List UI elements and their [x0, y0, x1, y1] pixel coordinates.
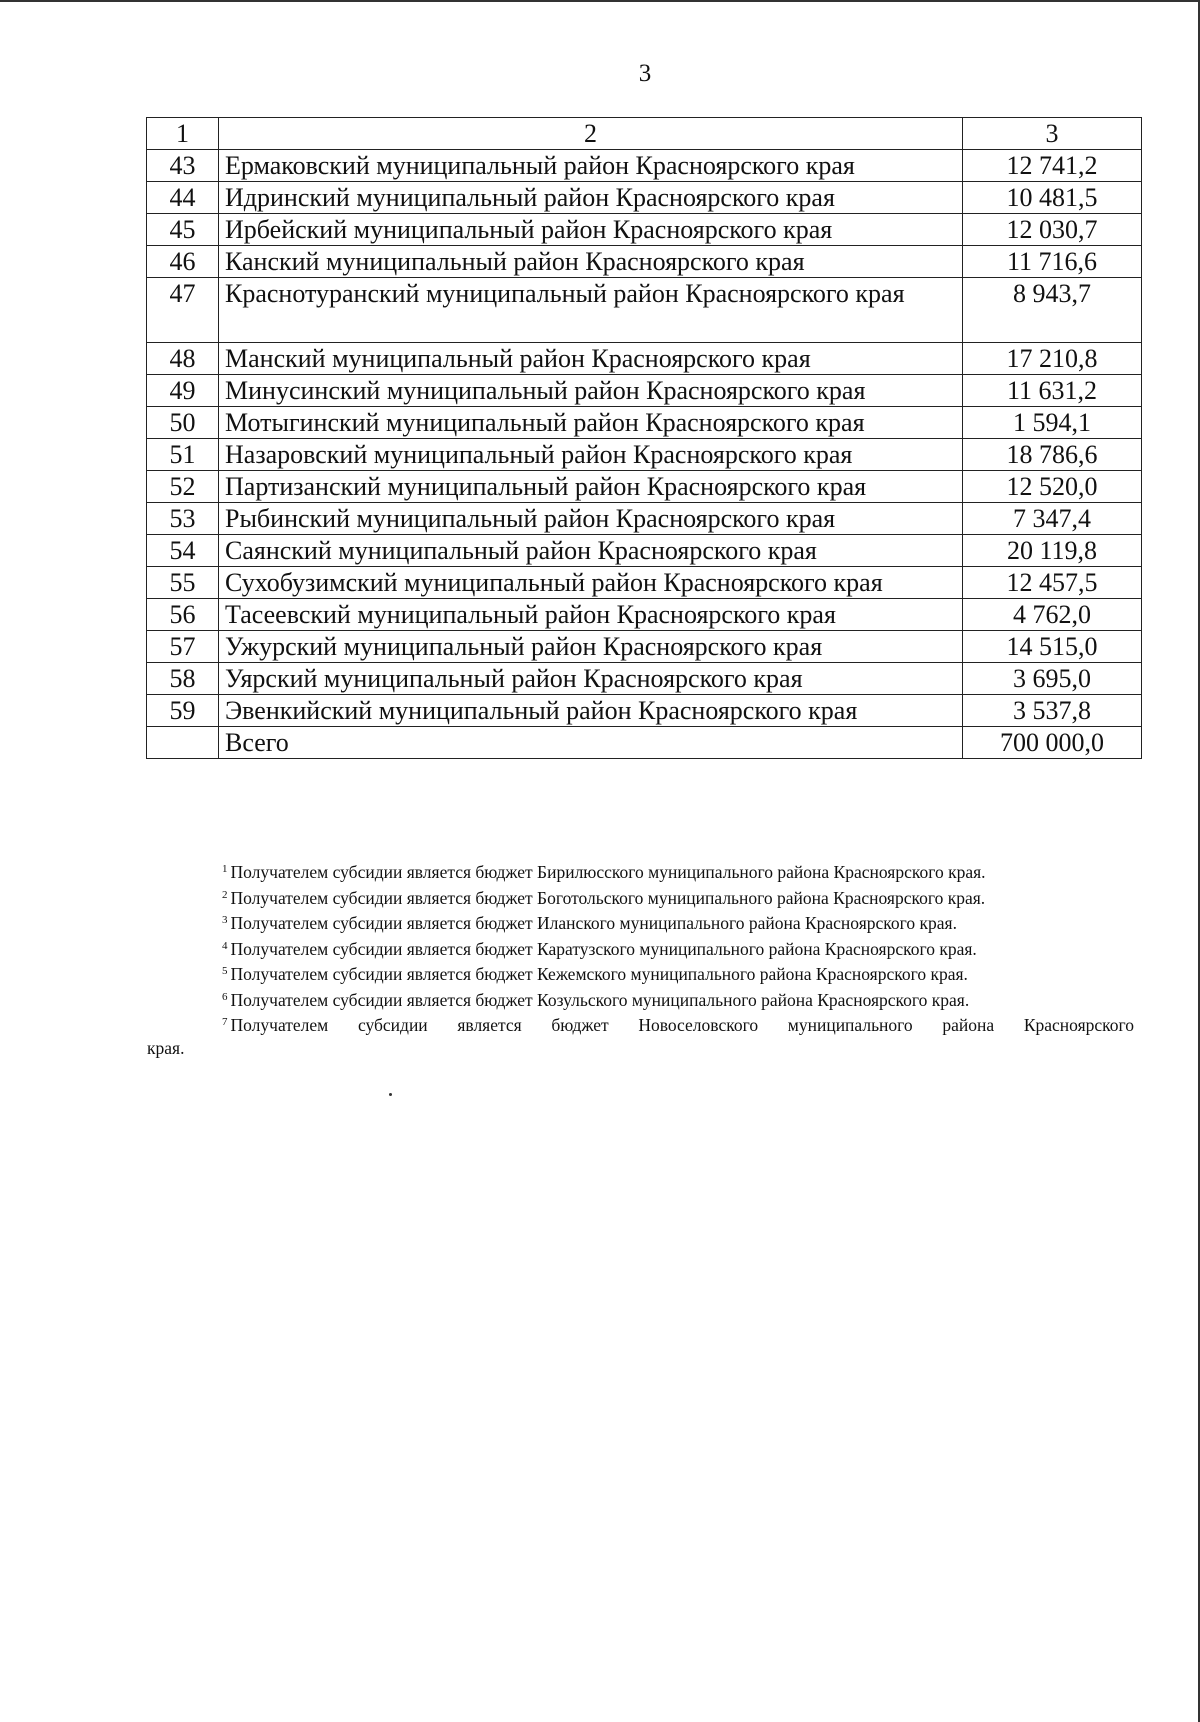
municipality-name: Тасеевский муниципальный район Красноярского края: [219, 599, 963, 631]
scan-speck: [389, 1093, 392, 1096]
footnote-text: Получателем субсидии является бюджет Новоселовского муниципального района Красноярского: [230, 1015, 1134, 1035]
table-row: [147, 375, 1142, 407]
footnote-mark: 5: [222, 965, 228, 977]
table-row: [147, 150, 1142, 182]
row-number: 58: [147, 663, 219, 695]
row-number: 44: [147, 182, 219, 214]
municipality-name: Эвенкийский муниципальный район Красноярского края: [219, 695, 963, 727]
municipality-name: Сухобузимский муниципальный район Красноярского края: [219, 567, 963, 599]
subsidy-amount: 7 347,4: [963, 503, 1142, 535]
footnote-text: Получателем субсидии является бюджет Каратузского муниципального района Красноярского края.: [230, 938, 977, 959]
row-number: 46: [147, 246, 219, 278]
table-row: [147, 246, 1142, 278]
footnote-3: [152, 909, 1134, 935]
footnote-text: Получателем субсидии является бюджет Бирилюсского муниципального района Красноярского края.: [230, 862, 986, 882]
table-row: [147, 535, 1142, 567]
row-number: 59: [147, 695, 219, 727]
row-number: 43: [147, 150, 219, 182]
footnote-6: [152, 986, 1134, 1012]
row-number: 53: [147, 503, 219, 535]
footnote-4: [152, 935, 1134, 961]
subsidy-amount: 17 210,8: [963, 343, 1142, 375]
municipality-name: Краснотуранский муниципальный район Красноярского края: [219, 278, 963, 343]
total-amount: 700 000,0: [963, 727, 1142, 759]
footnote-text: Получателем субсидии является бюджет Кежемского муниципального района Красноярского края.: [230, 964, 968, 984]
table-total-row: [147, 727, 1142, 759]
row-number: 47: [147, 278, 219, 343]
total-number: [147, 727, 219, 759]
municipality-name: Мотыгинский муниципальный район Красноярского края: [219, 407, 963, 439]
total-label: Всего: [219, 727, 963, 759]
subsidy-amount: 14 515,0: [963, 631, 1142, 663]
row-number: 49: [147, 375, 219, 407]
table-row: [147, 439, 1142, 471]
footnotes: [147, 858, 1134, 1059]
row-number: 57: [147, 631, 219, 663]
subsidy-amount: 1 594,1: [963, 407, 1142, 439]
table-row: [147, 407, 1142, 439]
header-cell-amount: 3: [963, 118, 1142, 150]
municipality-name: Ужурский муниципальный район Красноярского края: [219, 631, 963, 663]
table-row: [147, 471, 1142, 503]
table-row: [147, 567, 1142, 599]
header-cell-name: 2: [219, 118, 963, 150]
row-number: 54: [147, 535, 219, 567]
subsidy-amount: 12 520,0: [963, 471, 1142, 503]
subsidy-amount: 12 457,5: [963, 567, 1142, 599]
row-number: 56: [147, 599, 219, 631]
municipality-name: Канский муниципальный район Красноярского края: [219, 246, 963, 278]
subsidy-amount: 3 695,0: [963, 663, 1142, 695]
municipality-name: Ирбейский муниципальный район Красноярского края: [219, 214, 963, 246]
table-row: [147, 599, 1142, 631]
footnote-mark: 6: [222, 990, 228, 1003]
municipality-name: Саянский муниципальный район Красноярского края: [219, 535, 963, 567]
footnote-mark: 2: [222, 888, 228, 901]
row-number: 52: [147, 471, 219, 503]
footnote-text: Получателем субсидии является бюджет Иланского муниципального района Красноярского края.: [230, 913, 957, 933]
footnote-text: Получателем субсидии является бюджет Боготольского муниципального района Красноярского края.: [230, 887, 986, 908]
footnote-mark: 3: [222, 914, 228, 926]
row-number: 45: [147, 214, 219, 246]
municipality-name: Партизанский муниципальный район Красноярского края: [219, 471, 963, 503]
municipality-name: Рыбинский муниципальный район Красноярского края: [219, 503, 963, 535]
footnote-1: [152, 858, 1134, 884]
subsidy-amount: 4 762,0: [963, 599, 1142, 631]
subsidy-amount: 12 741,2: [963, 150, 1142, 182]
table-row: [147, 343, 1142, 375]
subsidy-allocation-table: [146, 117, 1142, 759]
table-row: [147, 503, 1142, 535]
subsidy-amount: 11 716,6: [963, 246, 1142, 278]
municipality-name: Манский муниципальный район Красноярского края: [219, 343, 963, 375]
table-row: [147, 663, 1142, 695]
subsidy-amount: 10 481,5: [963, 182, 1142, 214]
subsidy-amount: 11 631,2: [963, 375, 1142, 407]
row-number: 51: [147, 439, 219, 471]
table-row: [147, 631, 1142, 663]
footnote-text: Получателем субсидии является бюджет Козульского муниципального района Красноярского края.: [230, 989, 970, 1010]
footnote-7: [152, 1011, 1134, 1037]
municipality-name: Назаровский муниципальный район Красноярского края: [219, 439, 963, 471]
page-number: 3: [638, 60, 652, 87]
footnote-continuation: края.: [147, 1037, 185, 1058]
table-header-row: [147, 118, 1142, 150]
subsidy-amount: 18 786,6: [963, 439, 1142, 471]
footnote-mark: 1: [222, 863, 228, 875]
row-number: 50: [147, 407, 219, 439]
subsidy-amount: 12 030,7: [963, 214, 1142, 246]
row-number: 48: [147, 343, 219, 375]
table-row: [147, 214, 1142, 246]
table-row: [147, 695, 1142, 727]
municipality-name: Уярский муниципальный район Красноярского края: [219, 663, 963, 695]
header-cell-number: 1: [147, 118, 219, 150]
subsidy-amount: 8 943,7: [963, 278, 1142, 343]
footnote-mark: 7: [222, 1016, 228, 1028]
table-row: [147, 278, 1142, 343]
row-number: 55: [147, 567, 219, 599]
table-body: [147, 118, 1142, 759]
subsidy-amount: 3 537,8: [963, 695, 1142, 727]
subsidy-amount: 20 119,8: [963, 535, 1142, 567]
footnote-2: [152, 884, 1134, 910]
municipality-name: Ермаковский муниципальный район Красноярского края: [219, 150, 963, 182]
footnote-5: [152, 960, 1134, 986]
municipality-name: Идринский муниципальный район Красноярского края: [219, 182, 963, 214]
municipality-name: Минусинский муниципальный район Красноярского края: [219, 375, 963, 407]
footnote-mark: 4: [222, 939, 228, 952]
table-row: [147, 182, 1142, 214]
